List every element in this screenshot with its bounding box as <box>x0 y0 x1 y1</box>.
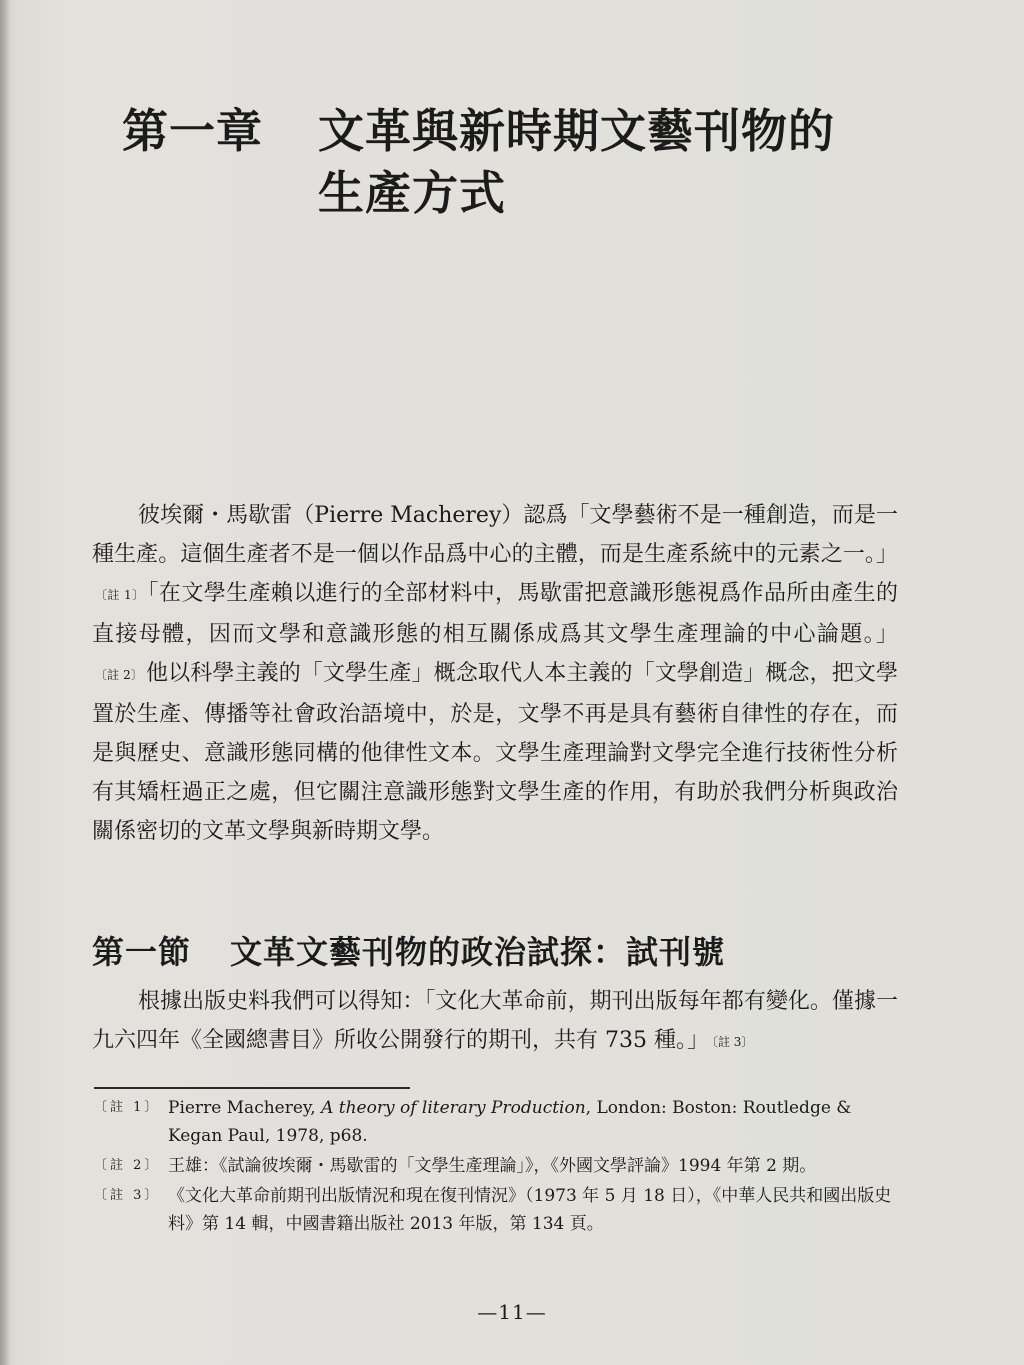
footnotes <box>92 1094 900 1240</box>
chapter-title-line2: 生產方式 <box>318 166 506 220</box>
chapter-heading <box>122 100 835 224</box>
footnote-1-rest: , London: Boston: Routledge & Kegan Paul, 1978, p68. <box>168 1098 852 1146</box>
paragraph-2 <box>92 982 898 1062</box>
footnote-2-mark: 〔註 2〕 <box>94 1158 161 1173</box>
footnote-1-title: A theory of literary Production <box>321 1098 586 1118</box>
footnote-1 <box>92 1094 900 1150</box>
page-number: —11— <box>477 1300 547 1324</box>
footnote-1-author: Pierre Macherey, <box>168 1098 322 1118</box>
footnote-ref-2: 〔註 2〕 <box>95 668 144 682</box>
footnote-3-mark: 〔註 3〕 <box>94 1188 161 1203</box>
paragraph-1 <box>92 496 898 851</box>
chapter-title-line1: 文革與新時期文藝刊物的 <box>318 104 835 158</box>
footnote-ref-3: 〔註 3〕 <box>711 1035 754 1049</box>
section-heading <box>92 930 725 974</box>
section-title: 文革文藝刊物的政治試探：試刊號 <box>230 933 726 971</box>
paragraph-2-text: 根據出版史料我們可以得知：「文化大革命前，期刊出版每年都有變化。僅據一九六四年《全國總書目》所收公開發行的期刊，共有 735 種。」 <box>92 989 898 1053</box>
section-number: 第一節 <box>92 933 192 971</box>
footnote-3-text: 《文化大革命前期刊出版情況和現在復刊情況》（1973 年 5 月 18 日），《中華人民共和國出版史料》第 14 輯，中國書籍出版社 2013 年版，第 134 頁。 <box>168 1186 892 1234</box>
paragraph-1-sentence-3: 他以科學主義的「文學生產」概念取代人本主義的「文學創造」概念，把文學置於生產、傳播等社會政治語境中，於是，文學不再是具有藝術自律性的存在，而是與歷史、意識形態同構的他律性文本。文學生產理論對文學完全進行技術性分析有其矯枉過正之處，但它關注意識形態對文學生產的作用，有助於我們分析與政治關係密切的文革文學與新時期文學。 <box>92 661 898 844</box>
footnote-2-text: 王雄：《試論彼埃爾・馬歇雷的「文學生產理論」》，《外國文學評論》1994 年第 2 期。 <box>168 1156 817 1176</box>
footnote-2 <box>92 1152 900 1180</box>
footnote-3 <box>92 1182 900 1238</box>
footnote-ref-1: 〔註 1〕 <box>95 588 145 602</box>
paragraph-1-sentence-1: 彼埃爾・馬歇雷（Pierre Macherey）認爲「文學藝術不是一種創造，而是一種生產。這個生產者不是一個以作品爲中心的主體，而是生產系統中的元素之一。」 <box>92 503 898 567</box>
footnote-1-mark: 〔註 1〕 <box>94 1100 161 1115</box>
spine-shadow <box>0 0 10 1365</box>
footnote-divider <box>94 1087 410 1089</box>
chapter-number: 第一章 <box>122 104 263 158</box>
paragraph-1-sentence-2: 「在文學生產賴以進行的全部材料中，馬歇雷把意識形態視爲作品所由產生的直接母體，因而文學和意識形態的相互關係成爲其文學生產理論的中心論題。」 <box>92 581 898 647</box>
